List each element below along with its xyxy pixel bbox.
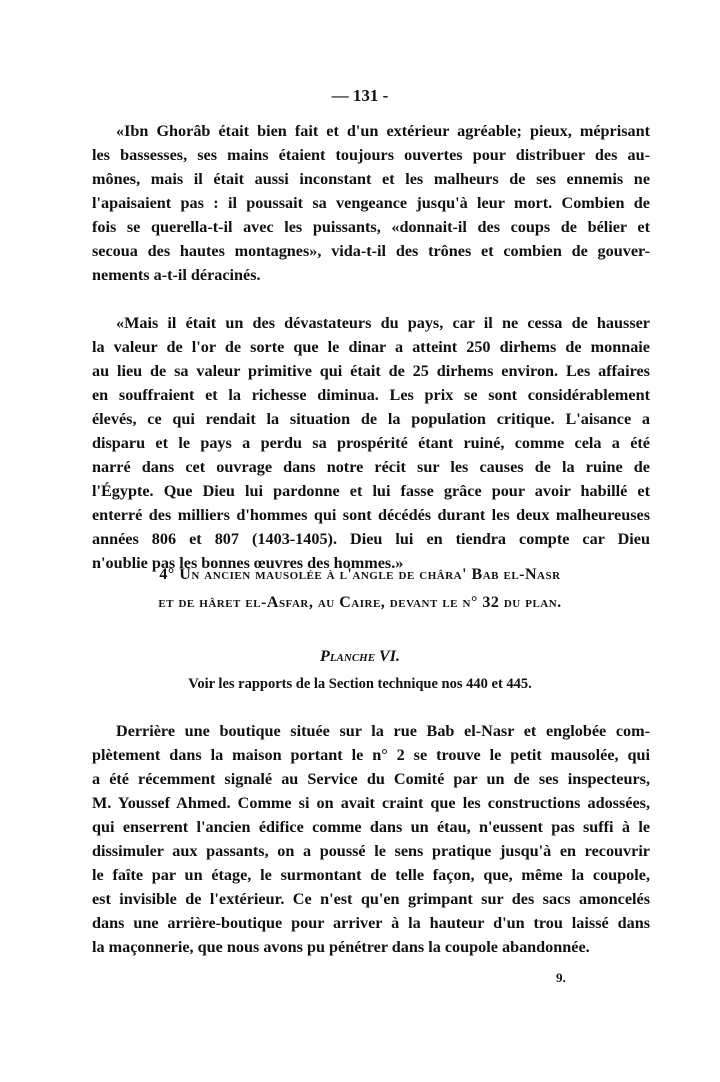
text-line: la maçonnerie, que nous avons pu pénétrer dans la coupole abandonnée. xyxy=(92,938,590,956)
signature-mark: 9. xyxy=(556,970,566,985)
text-line: l'apaisaient pas : il poussait sa vengeance jusqu'à leur mort. Combien de xyxy=(92,194,650,212)
text-line: «Mais il était un des dévastateurs du pays, car il ne cessa de hausser xyxy=(116,314,650,332)
technical-report-reference: Voir les rapports de la Section technique nos 440 et 445. xyxy=(188,676,532,692)
text-line: secoua des hautes montagnes», vida-t-il des trônes et combien de gouver- xyxy=(92,242,650,260)
text-line: qui enserrent l'ancien édifice comme dans un étau, n'eussent pas suffi à le xyxy=(92,818,650,836)
text-line: M. Youssef Ahmed. Comme si on avait craint que les constructions adossées, xyxy=(92,794,650,812)
text-line: a été récemment signalé au Service du Comité par un de ses inspecteurs, xyxy=(92,770,650,788)
text-line: fois se querella-t-il avec les puissants, «donnait-il des coups de bélier et xyxy=(92,218,650,236)
text-line: est invisible de l'extérieur. Ce n'est qu'en grimpant sur des sacs amoncelés xyxy=(92,890,650,908)
text-line: le faîte par un étage, le surmontant de telle façon, que, même la coupole, xyxy=(92,866,650,884)
plate-reference: Planche VI. xyxy=(320,648,400,665)
section-heading-line-2: et de hâret el-Asfar, au Caire, devant le n° 32 du plan. xyxy=(158,594,562,611)
section-heading-line-1: 4° Un ancien mausolée à l'angle de châra' Bab el-Nasr xyxy=(159,566,561,583)
text-line: «Ibn Ghorâb était bien fait et d'un extérieur agréable; pieux, méprisant xyxy=(116,122,650,140)
text-line: les bassesses, ses mains étaient toujours ouvertes pour distribuer des au- xyxy=(92,146,650,164)
text-line: au lieu de sa valeur primitive qui était de 25 dirhems environ. Les affaires xyxy=(92,362,650,380)
text-line: en souffraient et la richesse diminua. Les prix se sont considérablement xyxy=(92,386,650,404)
page-number: — 131 - xyxy=(331,86,389,105)
text-line: plètement dans la maison portant le n° 2 se trouve le petit mausolée, qui xyxy=(92,746,650,764)
text-line: l'Égypte. Que Dieu lui pardonne et lui fasse grâce pour avoir habillé et xyxy=(92,482,650,500)
text-line: dissimuler aux passants, on a poussé le sens pratique jusqu'à en recouvrir xyxy=(92,842,650,860)
text-line: la valeur de l'or de sorte que le dinar a atteint 250 dirhems de monnaie xyxy=(92,338,650,356)
text-line: dans une arrière-boutique pour arriver à la hauteur d'un trou laissé dans xyxy=(92,914,650,932)
text-line: enterré des milliers d'hommes qui sont décédés durant les deux malheureuses xyxy=(92,506,650,524)
text-line: mônes, mais il était aussi inconstant et les malheurs de ses ennemis ne xyxy=(92,170,650,188)
text-line: disparu et le pays a perdu sa prospérité étant ruiné, comme cela a été xyxy=(92,434,650,452)
text-line: narré dans cet ouvrage dans notre récit sur les causes de la ruine de xyxy=(92,458,650,476)
text-line: n'oublie pas les bonnes œuvres des hommes.» xyxy=(92,554,404,572)
text-line: années 806 et 807 (1403-1405). Dieu lui en tiendra compte car Dieu xyxy=(92,530,650,548)
text-line: élevés, ce qui rendait la situation de la population critique. L'aisance a xyxy=(92,410,650,428)
text-line: Derrière une boutique située sur la rue Bab el-Nasr et englobée com- xyxy=(116,722,650,740)
text-line: nements a-t-il déracinés. xyxy=(92,266,261,284)
